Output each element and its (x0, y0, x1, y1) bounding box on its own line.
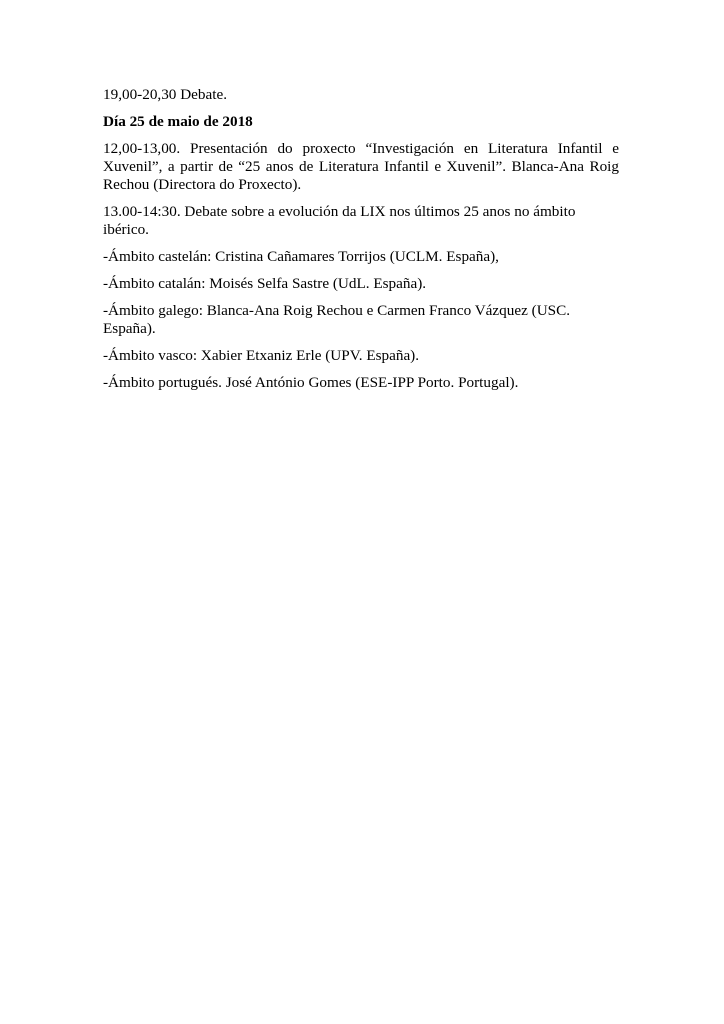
participant-castelan: -Ámbito castelán: Cristina Cañamares Torrijos (UCLM. España), (103, 248, 499, 265)
schedule-item-debate-evolution: 13.00-14:30. Debate sobre a evolución da LIX nos últimos 25 anos no ámbito ibérico. (103, 203, 576, 238)
participant-galego: -Ámbito galego: Blanca-Ana Roig Rechou e Carmen Franco Vázquez (USC. España). (103, 302, 571, 337)
participant-portugues: -Ámbito portugués. José António Gomes (ESE-IPP Porto. Portugal). (103, 374, 519, 391)
page-content (103, 86, 619, 401)
day-heading: Día 25 de maio de 2018 (103, 113, 253, 130)
schedule-item-debate: 19,00-20,30 Debate. (103, 86, 227, 103)
schedule-item-presentation: 12,00-13,00. Presentación do proxecto “Investigación en Literatura Infantil e Xuvenil”, a partir de “25 anos de Literatura Infantil e Xuvenil”. Blanca-Ana Roig Rechou (Directora do Proxecto). (103, 140, 619, 193)
participant-catalan: -Ámbito catalán: Moisés Selfa Sastre (UdL. España). (103, 275, 427, 292)
participant-vasco: -Ámbito vasco: Xabier Etxaniz Erle (UPV. España). (103, 347, 420, 364)
